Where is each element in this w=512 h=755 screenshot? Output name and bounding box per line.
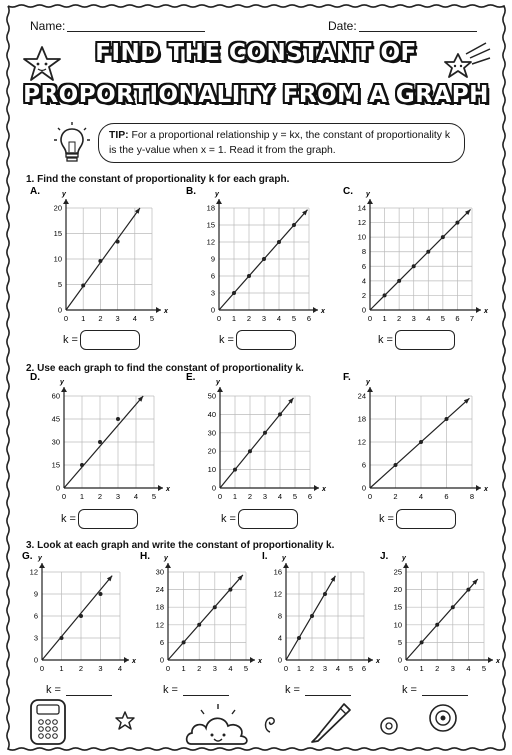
x-tick-label-b: 0 bbox=[216, 314, 222, 323]
x-axis-arrow-e bbox=[314, 485, 319, 491]
y-tick-label-b: 9 bbox=[210, 254, 215, 264]
data-point-a bbox=[81, 284, 85, 288]
y-tick-label-c: 4 bbox=[361, 276, 366, 286]
x-tick-label-f: 2 bbox=[393, 492, 398, 501]
x-axis-arrow-b bbox=[313, 307, 318, 313]
circle-doodle-icon bbox=[378, 715, 400, 737]
y-tick-label-b: 12 bbox=[206, 237, 215, 247]
x-tick-label-e: 2 bbox=[247, 492, 253, 501]
x-tick-label-e: 4 bbox=[277, 492, 283, 501]
x-tick-label-e: 6 bbox=[307, 492, 313, 501]
x-axis-label-j: x bbox=[496, 658, 500, 665]
data-point-a bbox=[116, 240, 120, 244]
data-point-g bbox=[79, 614, 83, 618]
y-axis-arrow-g bbox=[39, 563, 45, 568]
y-tick-label-b: 3 bbox=[210, 288, 215, 298]
y-axis-label-d: y bbox=[60, 379, 64, 386]
x-tick-label-c: 7 bbox=[469, 314, 475, 323]
name-label: Name: bbox=[30, 19, 66, 33]
x-tick-label-j: 5 bbox=[481, 664, 487, 673]
x-tick-label-j: 4 bbox=[466, 664, 471, 673]
y-axis-arrow-f bbox=[367, 387, 373, 392]
x-tick-label-h: 0 bbox=[165, 664, 171, 673]
spiral-icon bbox=[426, 701, 460, 735]
x-tick-label-j: 2 bbox=[435, 664, 440, 673]
x-tick-label-h: 1 bbox=[181, 664, 186, 673]
x-tick-label-d: 2 bbox=[97, 492, 103, 501]
y-tick-label-f: 6 bbox=[361, 460, 366, 470]
tip-text-2: is the y-value when x = 1. Read it from the graph. bbox=[109, 145, 336, 156]
data-point-a bbox=[98, 259, 102, 263]
x-tick-label-e: 0 bbox=[217, 492, 223, 501]
k-label-g: k = bbox=[46, 684, 61, 696]
x-axis-label-g: x bbox=[132, 658, 136, 665]
x-tick-label-i: 4 bbox=[335, 664, 341, 673]
graph-label-e: E. bbox=[186, 372, 196, 383]
y-tick-label-j: 10 bbox=[393, 620, 402, 630]
y-tick-label-f: 12 bbox=[357, 437, 366, 447]
y-tick-label-g: 3 bbox=[33, 633, 38, 643]
y-axis-label-h: y bbox=[164, 555, 168, 562]
y-tick-label-g: 9 bbox=[33, 589, 38, 599]
y-tick-label-e: 30 bbox=[207, 428, 216, 438]
y-tick-label-b: 0 bbox=[210, 305, 215, 315]
data-point-h bbox=[213, 605, 217, 609]
data-point-d bbox=[98, 440, 102, 444]
graph-label-g: G. bbox=[22, 551, 33, 562]
answer-box-a[interactable] bbox=[80, 330, 140, 350]
x-tick-label-f: 0 bbox=[367, 492, 373, 501]
y-axis-arrow-c bbox=[367, 199, 373, 204]
data-point-h bbox=[182, 640, 186, 644]
x-tick-label-b: 2 bbox=[246, 314, 252, 323]
x-tick-label-c: 3 bbox=[411, 314, 416, 323]
data-point-c bbox=[412, 264, 416, 268]
y-tick-label-b: 18 bbox=[206, 203, 215, 213]
proportional-line-i bbox=[286, 576, 335, 660]
data-point-h bbox=[228, 588, 232, 592]
y-axis-arrow-a bbox=[63, 199, 69, 204]
y-tick-label-f: 18 bbox=[357, 414, 366, 424]
graph-label-j: J. bbox=[380, 551, 389, 562]
line-arrow-a bbox=[135, 208, 140, 214]
data-point-i bbox=[297, 636, 301, 640]
y-tick-label-i: 4 bbox=[277, 633, 282, 643]
x-tick-label-f: 4 bbox=[418, 492, 424, 501]
y-tick-label-d: 30 bbox=[51, 437, 60, 447]
y-tick-label-b: 15 bbox=[206, 220, 215, 230]
data-point-c bbox=[426, 250, 430, 254]
x-tick-label-h: 5 bbox=[243, 664, 249, 673]
y-tick-label-j: 20 bbox=[393, 585, 402, 595]
x-tick-label-a: 4 bbox=[132, 314, 137, 323]
data-point-d bbox=[116, 417, 120, 421]
data-point-j bbox=[435, 623, 439, 627]
x-tick-label-h: 3 bbox=[212, 664, 217, 673]
y-tick-label-e: 40 bbox=[207, 409, 216, 419]
k-label-a: k = bbox=[63, 334, 78, 346]
y-tick-label-j: 5 bbox=[397, 637, 402, 647]
x-tick-label-a: 1 bbox=[81, 314, 86, 323]
x-axis-arrow-c bbox=[476, 307, 481, 313]
x-tick-label-c: 4 bbox=[426, 314, 431, 323]
data-point-g bbox=[99, 592, 103, 596]
y-tick-label-h: 6 bbox=[159, 637, 164, 647]
x-tick-label-a: 3 bbox=[115, 314, 120, 323]
section-1-heading: 1. Find the constant of proportionality k for each graph. bbox=[26, 174, 290, 185]
y-tick-label-h: 18 bbox=[155, 602, 164, 612]
y-tick-label-g: 12 bbox=[29, 567, 38, 577]
data-point-e bbox=[233, 468, 237, 472]
x-tick-label-e: 5 bbox=[292, 492, 298, 501]
y-tick-label-h: 0 bbox=[159, 655, 164, 665]
data-point-c bbox=[441, 235, 445, 239]
x-tick-label-c: 5 bbox=[440, 314, 445, 323]
x-tick-label-b: 6 bbox=[306, 314, 312, 323]
x-axis-arrow-i bbox=[368, 657, 373, 663]
y-tick-label-d: 15 bbox=[51, 460, 60, 470]
y-tick-label-d: 0 bbox=[55, 483, 60, 493]
proportional-line-h bbox=[168, 575, 243, 660]
x-axis-arrow-a bbox=[156, 307, 161, 313]
x-tick-label-i: 1 bbox=[296, 664, 302, 673]
section-2-heading: 2. Use each graph to find the constant of proportionality k. bbox=[26, 363, 304, 374]
y-tick-label-e: 0 bbox=[211, 483, 216, 493]
x-tick-label-j: 1 bbox=[419, 664, 424, 673]
proportional-line-g bbox=[42, 576, 112, 660]
y-axis-label-j: y bbox=[402, 555, 406, 562]
y-tick-label-d: 60 bbox=[51, 391, 60, 401]
y-tick-label-i: 16 bbox=[273, 567, 282, 577]
x-tick-label-b: 1 bbox=[231, 314, 237, 323]
x-tick-label-d: 1 bbox=[79, 492, 85, 501]
x-axis-arrow-f bbox=[476, 485, 481, 491]
swirl-icon bbox=[262, 714, 278, 734]
graph-label-b: B. bbox=[186, 186, 196, 197]
x-tick-label-d: 3 bbox=[115, 492, 121, 501]
y-tick-label-i: 8 bbox=[277, 611, 282, 621]
y-axis-arrow-j bbox=[403, 563, 409, 568]
y-tick-label-f: 0 bbox=[361, 483, 366, 493]
data-point-c bbox=[397, 279, 401, 283]
y-tick-label-a: 15 bbox=[53, 229, 62, 238]
proportional-line-e bbox=[220, 398, 294, 488]
answer-line-g[interactable] bbox=[66, 683, 112, 696]
y-tick-label-c: 12 bbox=[357, 218, 366, 228]
x-axis-arrow-d bbox=[158, 485, 163, 491]
pencil-icon bbox=[308, 700, 356, 744]
data-point-c bbox=[383, 293, 387, 297]
x-tick-label-i: 2 bbox=[309, 664, 315, 673]
y-tick-label-i: 12 bbox=[273, 589, 282, 599]
y-tick-label-c: 14 bbox=[357, 203, 366, 213]
y-axis-label-c: y bbox=[366, 191, 370, 198]
answer-box-d[interactable] bbox=[78, 509, 138, 529]
data-point-e bbox=[248, 449, 252, 453]
y-tick-label-j: 0 bbox=[397, 655, 402, 665]
x-tick-label-c: 6 bbox=[455, 314, 460, 323]
y-axis-label-i: y bbox=[282, 555, 286, 562]
y-tick-label-e: 50 bbox=[207, 391, 216, 401]
y-axis-label-a: y bbox=[62, 191, 66, 198]
k-label-j: k = bbox=[402, 684, 417, 696]
y-axis-label-e: y bbox=[216, 379, 220, 386]
page-title-line-2: PROPORTIONALITY FROM A GRAPH bbox=[23, 82, 489, 108]
data-point-i bbox=[323, 592, 327, 596]
k-label-b: k = bbox=[219, 334, 234, 346]
x-axis-label-a: x bbox=[164, 308, 168, 315]
data-point-b bbox=[262, 257, 266, 261]
x-tick-label-b: 5 bbox=[291, 314, 297, 323]
data-point-f bbox=[394, 463, 398, 467]
x-tick-label-d: 4 bbox=[133, 492, 139, 501]
x-tick-label-a: 5 bbox=[149, 314, 155, 323]
y-tick-label-c: 2 bbox=[361, 290, 366, 300]
graph-label-f: F. bbox=[343, 372, 351, 383]
y-axis-arrow-i bbox=[283, 563, 289, 568]
y-tick-label-g: 0 bbox=[33, 655, 38, 665]
answer-line-i[interactable] bbox=[305, 683, 351, 696]
y-tick-label-h: 30 bbox=[155, 567, 164, 577]
answer-box-e[interactable] bbox=[238, 509, 298, 529]
graph-label-d: D. bbox=[30, 372, 40, 383]
y-tick-label-e: 20 bbox=[207, 446, 216, 456]
y-tick-label-h: 12 bbox=[155, 620, 164, 630]
data-point-b bbox=[277, 240, 281, 244]
answer-box-f[interactable] bbox=[396, 509, 456, 529]
x-tick-label-j: 3 bbox=[450, 664, 455, 673]
x-tick-label-h: 2 bbox=[197, 664, 202, 673]
x-axis-label-i: x bbox=[376, 658, 380, 665]
x-tick-label-g: 1 bbox=[59, 664, 64, 673]
x-tick-label-j: 0 bbox=[403, 664, 409, 673]
data-point-e bbox=[278, 412, 282, 416]
x-tick-label-d: 5 bbox=[151, 492, 157, 501]
y-tick-label-b: 6 bbox=[210, 271, 215, 281]
answer-box-c[interactable] bbox=[395, 330, 455, 350]
y-tick-label-e: 10 bbox=[207, 465, 216, 475]
data-point-i bbox=[310, 614, 314, 618]
smiling-cloud-icon bbox=[183, 700, 253, 750]
date-label: Date: bbox=[328, 19, 357, 33]
x-tick-label-i: 5 bbox=[348, 664, 354, 673]
page-title-line-1: FIND THE CONSTANT OF bbox=[95, 40, 417, 66]
y-tick-label-d: 45 bbox=[51, 414, 60, 424]
y-tick-label-f: 24 bbox=[357, 391, 366, 401]
x-tick-label-i: 6 bbox=[361, 664, 367, 673]
x-tick-label-b: 4 bbox=[276, 314, 282, 323]
x-tick-label-e: 1 bbox=[232, 492, 238, 501]
graph-label-h: H. bbox=[140, 551, 150, 562]
x-tick-label-i: 3 bbox=[322, 664, 328, 673]
graph-label-i: I. bbox=[262, 551, 268, 562]
tip-label: TIP: bbox=[109, 130, 129, 141]
y-tick-label-i: 0 bbox=[277, 655, 282, 665]
x-tick-label-d: 0 bbox=[61, 492, 67, 501]
y-axis-label-g: y bbox=[38, 555, 42, 562]
k-label-e: k = bbox=[221, 513, 236, 525]
y-tick-label-j: 15 bbox=[393, 602, 402, 612]
y-axis-label-f: y bbox=[366, 379, 370, 386]
data-point-c bbox=[455, 221, 459, 225]
y-tick-label-a: 0 bbox=[57, 305, 62, 315]
x-axis-arrow-h bbox=[250, 657, 255, 663]
x-axis-label-e: x bbox=[322, 486, 326, 493]
small-star-icon bbox=[114, 710, 136, 732]
x-axis-label-b: x bbox=[321, 308, 325, 315]
calculator-icon bbox=[28, 697, 70, 747]
x-tick-label-b: 3 bbox=[261, 314, 267, 323]
x-axis-arrow-g bbox=[124, 657, 129, 663]
x-tick-label-c: 2 bbox=[397, 314, 402, 323]
x-axis-label-c: x bbox=[484, 308, 488, 315]
y-tick-label-j: 25 bbox=[393, 567, 402, 577]
y-axis-arrow-d bbox=[61, 387, 67, 392]
section-3-heading: 3. Look at each graph and write the constant of proportionality k. bbox=[26, 540, 335, 551]
y-tick-label-c: 0 bbox=[361, 305, 366, 315]
y-axis-arrow-e bbox=[217, 387, 223, 392]
data-point-j bbox=[451, 605, 455, 609]
k-label-c: k = bbox=[378, 334, 393, 346]
x-tick-label-g: 2 bbox=[78, 664, 84, 673]
k-label-i: k = bbox=[285, 684, 300, 696]
x-axis-label-f: x bbox=[484, 486, 488, 493]
data-point-h bbox=[197, 623, 201, 627]
x-tick-label-e: 3 bbox=[262, 492, 268, 501]
x-tick-label-g: 4 bbox=[117, 664, 123, 673]
data-point-e bbox=[263, 431, 267, 435]
y-tick-label-c: 8 bbox=[361, 247, 366, 257]
k-label-h: k = bbox=[163, 684, 178, 696]
y-axis-label-b: y bbox=[215, 191, 219, 198]
y-tick-label-c: 6 bbox=[361, 261, 366, 271]
y-tick-label-a: 20 bbox=[53, 203, 62, 213]
answer-box-b[interactable] bbox=[236, 330, 296, 350]
data-point-b bbox=[232, 291, 236, 295]
x-tick-label-g: 3 bbox=[98, 664, 103, 673]
y-axis-arrow-b bbox=[216, 199, 222, 204]
x-tick-label-c: 1 bbox=[382, 314, 387, 323]
y-tick-label-c: 10 bbox=[357, 232, 366, 242]
proportional-line-j bbox=[406, 579, 478, 660]
answer-line-j[interactable] bbox=[422, 683, 468, 696]
y-tick-label-h: 24 bbox=[155, 585, 164, 595]
data-point-d bbox=[80, 463, 84, 467]
x-tick-label-i: 0 bbox=[283, 664, 289, 673]
k-label-f: k = bbox=[379, 513, 394, 525]
k-label-d: k = bbox=[61, 513, 76, 525]
data-point-f bbox=[445, 417, 449, 421]
y-tick-label-a: 10 bbox=[53, 254, 62, 264]
x-axis-arrow-j bbox=[488, 657, 493, 663]
data-point-g bbox=[60, 636, 64, 640]
x-tick-label-f: 6 bbox=[444, 492, 449, 501]
data-point-b bbox=[247, 274, 251, 278]
y-tick-label-g: 6 bbox=[33, 611, 38, 621]
data-point-j bbox=[420, 640, 424, 644]
data-point-j bbox=[466, 588, 470, 592]
graph-label-c: C. bbox=[343, 186, 353, 197]
x-tick-label-c: 0 bbox=[367, 314, 373, 323]
data-point-f bbox=[419, 440, 423, 444]
y-axis-arrow-h bbox=[165, 563, 171, 568]
x-axis-label-h: x bbox=[258, 658, 262, 665]
x-tick-label-f: 8 bbox=[469, 492, 475, 501]
data-point-b bbox=[292, 223, 296, 227]
y-tick-label-a: 5 bbox=[57, 280, 62, 289]
tip-text-1: For a proportional relationship y = kx, the constant of proportionality k bbox=[128, 130, 451, 141]
x-tick-label-a: 2 bbox=[98, 314, 103, 323]
graph-label-a: A. bbox=[30, 186, 40, 197]
x-tick-label-g: 0 bbox=[39, 664, 45, 673]
x-tick-label-h: 4 bbox=[228, 664, 233, 673]
x-tick-label-a: 0 bbox=[63, 314, 69, 323]
answer-line-h[interactable] bbox=[183, 683, 229, 696]
x-axis-label-d: x bbox=[166, 486, 170, 493]
